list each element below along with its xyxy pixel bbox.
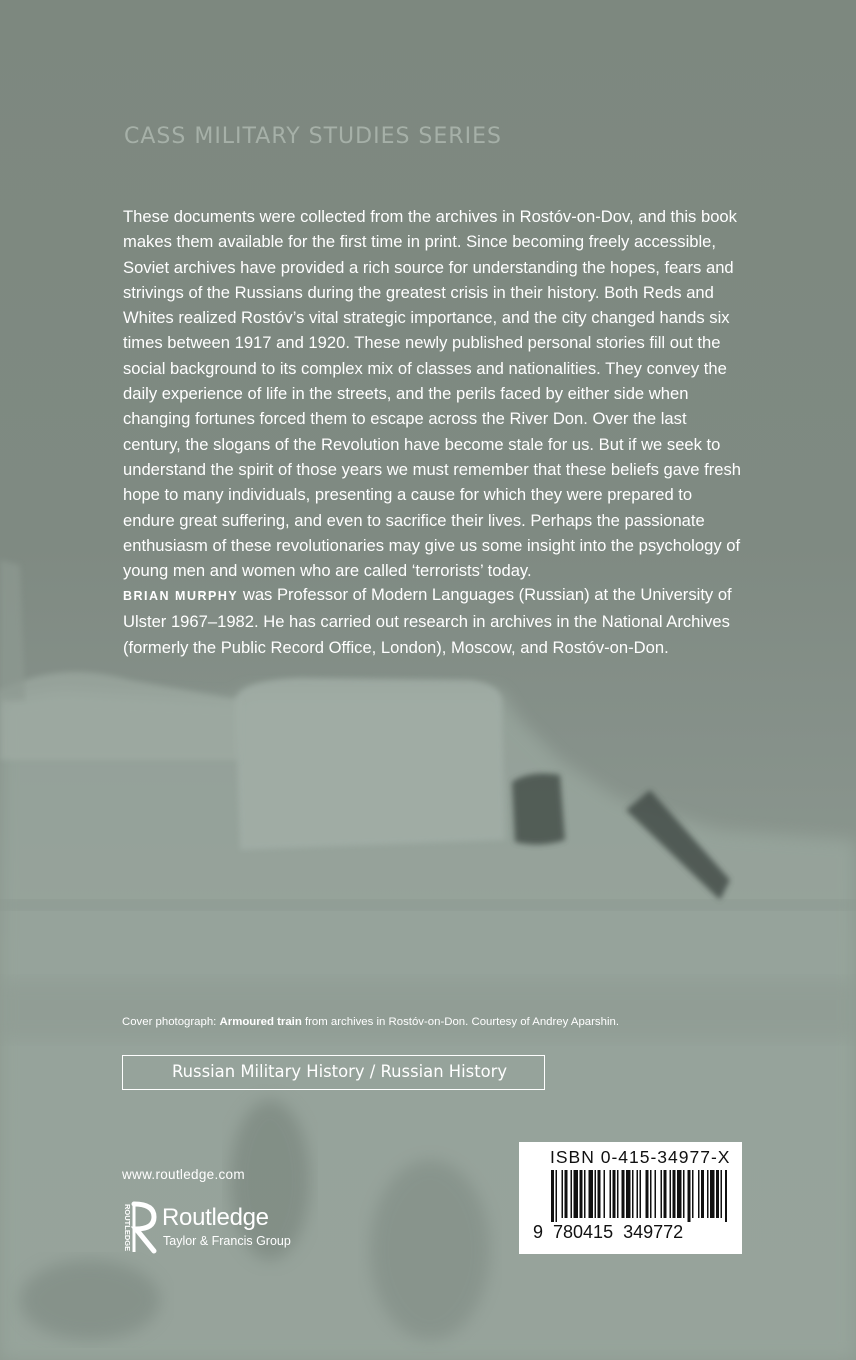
photo-credit-title: Armoured train <box>219 1016 302 1028</box>
barcode-bar <box>688 1170 691 1222</box>
barcode-bar <box>637 1170 639 1218</box>
barcode-bar <box>556 1170 558 1222</box>
barcode-bar <box>562 1170 564 1218</box>
publisher-name: Routledge <box>162 1204 269 1231</box>
barcode-bar <box>683 1170 685 1218</box>
publisher-logo <box>120 1200 300 1256</box>
publisher-website[interactable]: www.routledge.com <box>122 1167 245 1182</box>
barcode-bar <box>673 1170 676 1218</box>
photo-credit <box>122 1016 722 1028</box>
barcode-bar <box>640 1170 642 1218</box>
barcode-bar <box>701 1170 704 1218</box>
subject-category-box: Russian Military History / Russian History <box>122 1055 545 1090</box>
barcode-bar <box>646 1170 649 1218</box>
barcode-bar <box>622 1170 625 1218</box>
barcode-bar <box>650 1170 652 1218</box>
photo-credit-prefix: Cover photograph: <box>122 1016 220 1028</box>
barcode-bar <box>655 1170 657 1218</box>
barcode-bar <box>571 1170 573 1218</box>
isbn-number: ISBN 0-415-34977-X <box>550 1147 731 1167</box>
barcode-bar <box>692 1170 694 1218</box>
author-bio <box>123 582 748 660</box>
photo-credit-suffix: from archives in Rostóv-on-Don. Courtesy of Andrey Aparshin. <box>301 1016 619 1028</box>
barcode-bar <box>610 1170 612 1218</box>
barcode-bar <box>677 1170 682 1218</box>
author-name: BRIAN MURPHY <box>123 589 239 603</box>
barcode-bar <box>626 1170 631 1218</box>
logo-spine-text: ROUTLEDGE <box>123 1204 132 1252</box>
barcode-bar <box>613 1170 616 1218</box>
barcode-bar <box>589 1170 594 1218</box>
barcode-bar <box>598 1170 601 1218</box>
barcode-bar <box>716 1170 719 1218</box>
routledge-r-icon <box>120 1200 160 1254</box>
barcode-bar <box>617 1170 619 1218</box>
barcode-bar <box>574 1170 579 1218</box>
publisher-tagline: Taylor & Francis Group <box>163 1234 291 1248</box>
barcode-bar <box>551 1170 554 1222</box>
barcode-bar <box>580 1170 583 1218</box>
barcode-bars <box>551 1170 727 1222</box>
barcode-bar <box>725 1170 727 1222</box>
author-bio-text: was Professor of Modern Languages (Russian) at the University of Ulster 1967–1982. He has carried out research in archives in the National Archives (formerly the Public Record Office, London), Moscow, and Rostóv-on-Don. <box>123 585 732 657</box>
barcode-bar <box>632 1170 634 1218</box>
barcode-bar <box>670 1170 672 1218</box>
barcode-bar <box>721 1170 723 1218</box>
barcode-bar <box>595 1170 597 1218</box>
barcode-bar <box>698 1170 700 1218</box>
barcode-bar <box>664 1170 667 1218</box>
barcode-digits: 9 780415 349772 <box>533 1222 684 1242</box>
series-title: CASS MILITARY STUDIES SERIES <box>124 124 502 149</box>
isbn-barcode <box>519 1142 742 1254</box>
barcode-bar <box>710 1170 715 1218</box>
barcode-bar <box>707 1170 709 1218</box>
barcode-bar <box>584 1170 586 1218</box>
barcode-bar <box>661 1170 663 1218</box>
barcode-bar <box>565 1170 568 1218</box>
barcode-bar <box>604 1170 606 1218</box>
book-description: These documents were collected from the archives in Rostóv-on-Dov, and this book makes them available for the first time in print. Since becoming freely accessible, Soviet archives have provided a rich source for understanding the hopes, fears and strivings of the Russians during the greatest crisis in their history. Both Reds and Whites realized Rostóv’s vital strategic importance, and the city changed hands six times between 1917 and 1920. These newly published personal stories fill out the social background to its complex mix of classes and nationalities. They convey the daily experience of life in the streets, and the perils faced by either side when changing fortunes forced them to escape across the River Don. Over the last century, the slogans of the Revolution have become stale for us. But if we seek to understand the spirit of those years we must remember that these beliefs gave fresh hope to many individuals, presenting a cause for which they were prepared to endure great suffering, and even to sacrifice their lives. Perhaps the passionate enthusiasm of these revolutionaries may give us some insight into the psychology of young men and women who are called ‘terrorists’ today. <box>123 207 741 581</box>
